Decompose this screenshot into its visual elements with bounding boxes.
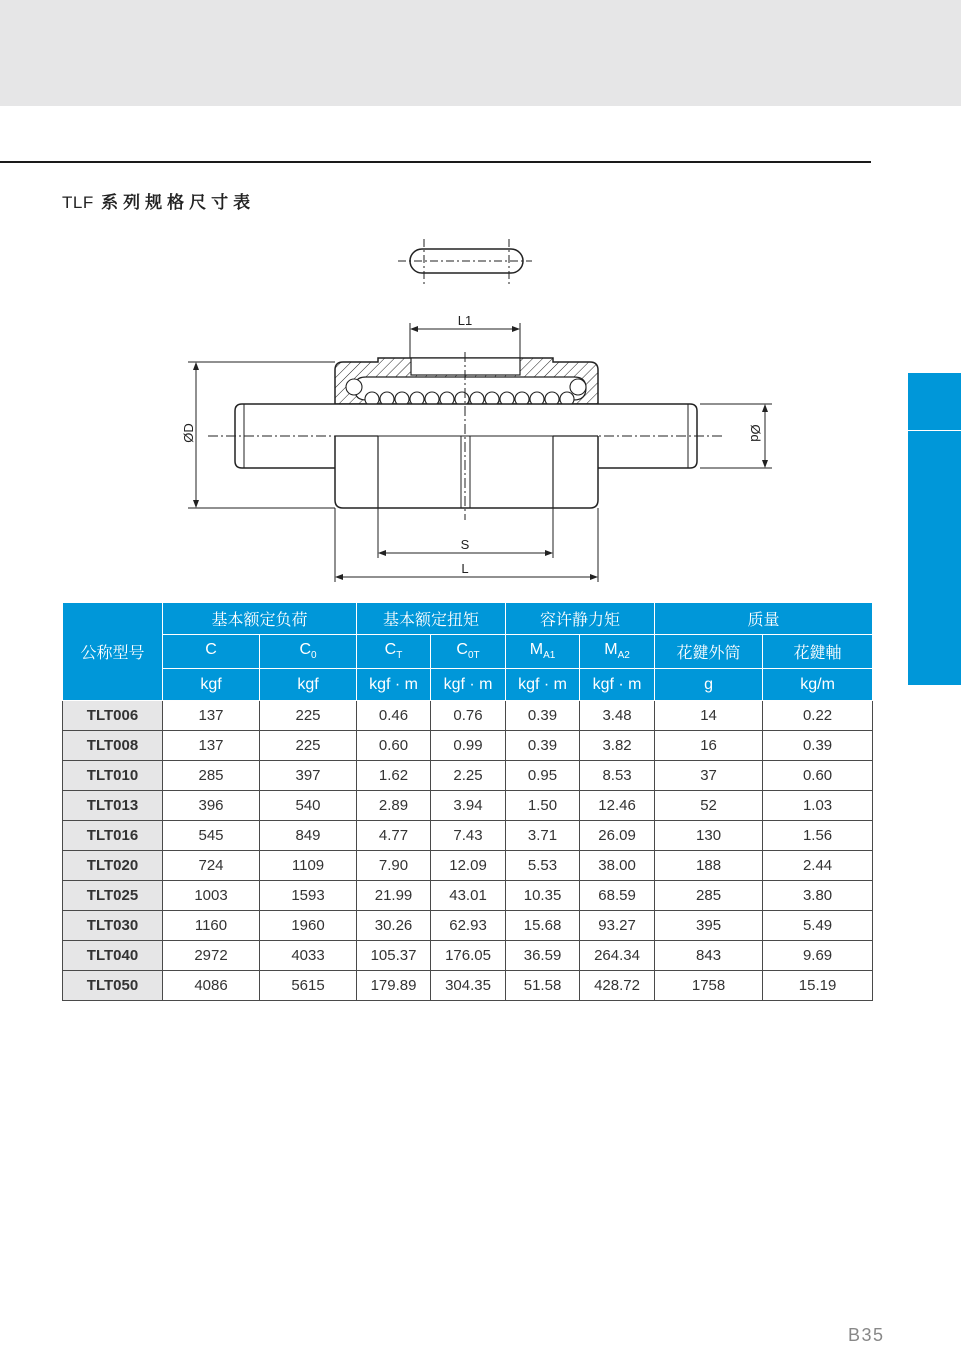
value-cell: 2.44 — [763, 851, 873, 881]
value-cell: 4.77 — [357, 821, 431, 851]
value-cell: 10.35 — [506, 881, 580, 911]
table-row — [63, 971, 873, 1001]
value-cell: 0.46 — [357, 701, 431, 731]
value-cell: 225 — [260, 701, 357, 731]
value-cell: 1.50 — [506, 791, 580, 821]
header-symbol: $M_{A2}$ — [580, 635, 655, 669]
value-cell: 12.46 — [580, 791, 655, 821]
header-unit: kgf · m — [431, 669, 506, 701]
header-unit: kgf · m — [357, 669, 431, 701]
value-cell: 7.43 — [431, 821, 506, 851]
value-cell: 5615 — [260, 971, 357, 1001]
value-cell: 0.39 — [763, 731, 873, 761]
value-cell: 2.89 — [357, 791, 431, 821]
value-cell: 15.19 — [763, 971, 873, 1001]
value-cell: 43.01 — [431, 881, 506, 911]
model-cell: TLT025 — [63, 881, 163, 911]
group-header-row — [63, 603, 873, 635]
model-cell: TLT020 — [63, 851, 163, 881]
value-cell: 3.82 — [580, 731, 655, 761]
header-unit: kgf · m — [580, 669, 655, 701]
table-row — [63, 881, 873, 911]
value-cell: 52 — [655, 791, 763, 821]
table-row — [63, 731, 873, 761]
table-row — [63, 821, 873, 851]
model-cell: TLT030 — [63, 911, 163, 941]
label-s: S — [460, 537, 470, 552]
value-cell: 428.72 — [580, 971, 655, 1001]
value-cell: 36.59 — [506, 941, 580, 971]
header-unit: kgf — [260, 669, 357, 701]
table-row — [63, 701, 873, 731]
value-cell: 849 — [260, 821, 357, 851]
value-cell: 1.03 — [763, 791, 873, 821]
value-cell: 105.37 — [357, 941, 431, 971]
value-cell: 9.69 — [763, 941, 873, 971]
table-row — [63, 791, 873, 821]
value-cell: 1160 — [163, 911, 260, 941]
header-unit: kgf — [163, 669, 260, 701]
value-cell: 285 — [655, 881, 763, 911]
value-cell: 0.95 — [506, 761, 580, 791]
value-cell: 395 — [655, 911, 763, 941]
value-cell: 14 — [655, 701, 763, 731]
header-group-mass: 质量 — [655, 603, 873, 635]
spec-table-body — [63, 701, 873, 1001]
value-cell: 38.00 — [580, 851, 655, 881]
value-cell: 0.39 — [506, 701, 580, 731]
page-number: B35 — [848, 1325, 885, 1345]
value-cell: 21.99 — [357, 881, 431, 911]
value-cell: 724 — [163, 851, 260, 881]
nut-lower — [335, 436, 598, 508]
model-cell: TLT040 — [63, 941, 163, 971]
value-cell: 5.53 — [506, 851, 580, 881]
header-group-moment: 容许静力矩 — [506, 603, 655, 635]
label-outer-diameter: ØD — [181, 423, 196, 443]
spec-table — [62, 602, 873, 1001]
value-cell: 4033 — [260, 941, 357, 971]
value-cell: 3.71 — [506, 821, 580, 851]
label-l1: L1 — [457, 313, 473, 328]
value-cell: 264.34 — [580, 941, 655, 971]
header-model: 公称型号 — [63, 603, 163, 701]
value-cell: 0.39 — [506, 731, 580, 761]
value-cell: 51.58 — [506, 971, 580, 1001]
dimension-l1 — [410, 313, 520, 358]
model-cell: TLT050 — [63, 971, 163, 1001]
value-cell: 2972 — [163, 941, 260, 971]
label-shaft-diameter: Ød — [748, 424, 763, 442]
value-cell: 396 — [163, 791, 260, 821]
value-cell: 1593 — [260, 881, 357, 911]
value-cell: 137 — [163, 731, 260, 761]
value-cell: 0.76 — [431, 701, 506, 731]
value-cell: 1758 — [655, 971, 763, 1001]
value-cell: 5.49 — [763, 911, 873, 941]
value-cell: 37 — [655, 761, 763, 791]
value-cell: 3.48 — [580, 701, 655, 731]
header-group-load: 基本额定负荷 — [163, 603, 357, 635]
value-cell: 93.27 — [580, 911, 655, 941]
header-unit: kg/m — [763, 669, 873, 701]
technical-drawing — [0, 0, 961, 600]
value-cell: 1003 — [163, 881, 260, 911]
value-cell: 26.09 — [580, 821, 655, 851]
symbol-header-row — [63, 635, 873, 669]
value-cell: 68.59 — [580, 881, 655, 911]
value-cell: 8.53 — [580, 761, 655, 791]
value-cell: 1960 — [260, 911, 357, 941]
value-cell: 0.99 — [431, 731, 506, 761]
table-row — [63, 851, 873, 881]
value-cell: 30.26 — [357, 911, 431, 941]
header-symbol: 花鍵外筒 — [655, 635, 763, 669]
nut-body — [335, 358, 598, 406]
model-cell: TLT010 — [63, 761, 163, 791]
value-cell: 2.25 — [431, 761, 506, 791]
header-symbol: $C_{0T}$ — [431, 635, 506, 669]
model-cell: TLT006 — [63, 701, 163, 731]
value-cell: 843 — [655, 941, 763, 971]
header-unit: g — [655, 669, 763, 701]
value-cell: 15.68 — [506, 911, 580, 941]
table-row — [63, 761, 873, 791]
model-cell: TLT016 — [63, 821, 163, 851]
table-row — [63, 911, 873, 941]
value-cell: 0.60 — [763, 761, 873, 791]
value-cell: 0.22 — [763, 701, 873, 731]
header-symbol: C — [163, 635, 260, 669]
section-title-series: TLF — [62, 193, 94, 212]
section-title-text: 系列规格尺寸表 — [101, 193, 256, 213]
value-cell: 285 — [163, 761, 260, 791]
header-group-torque: 基本额定扭矩 — [357, 603, 506, 635]
model-cell: TLT008 — [63, 731, 163, 761]
header-symbol: $C_0$ — [260, 635, 357, 669]
value-cell: 188 — [655, 851, 763, 881]
unit-header-row — [63, 669, 873, 701]
value-cell: 304.35 — [431, 971, 506, 1001]
model-cell: TLT013 — [63, 791, 163, 821]
value-cell: 4086 — [163, 971, 260, 1001]
label-l: L — [461, 561, 469, 576]
value-cell: 3.80 — [763, 881, 873, 911]
value-cell: 1.62 — [357, 761, 431, 791]
value-cell: 3.94 — [431, 791, 506, 821]
header-symbol: $M_{A1}$ — [506, 635, 580, 669]
header-unit: kgf · m — [506, 669, 580, 701]
value-cell: 179.89 — [357, 971, 431, 1001]
value-cell: 62.93 — [431, 911, 506, 941]
value-cell: 16 — [655, 731, 763, 761]
dimension-shaft-diameter — [700, 404, 772, 468]
value-cell: 1.56 — [763, 821, 873, 851]
table-row — [63, 941, 873, 971]
header-symbol: 花鍵軸 — [763, 635, 873, 669]
value-cell: 397 — [260, 761, 357, 791]
value-cell: 137 — [163, 701, 260, 731]
value-cell: 540 — [260, 791, 357, 821]
value-cell: 225 — [260, 731, 357, 761]
value-cell: 0.60 — [357, 731, 431, 761]
value-cell: 7.90 — [357, 851, 431, 881]
top-view-slot — [398, 239, 532, 284]
value-cell: 12.09 — [431, 851, 506, 881]
value-cell: 130 — [655, 821, 763, 851]
header-symbol: $C_T$ — [357, 635, 431, 669]
value-cell: 176.05 — [431, 941, 506, 971]
value-cell: 545 — [163, 821, 260, 851]
value-cell: 1109 — [260, 851, 357, 881]
